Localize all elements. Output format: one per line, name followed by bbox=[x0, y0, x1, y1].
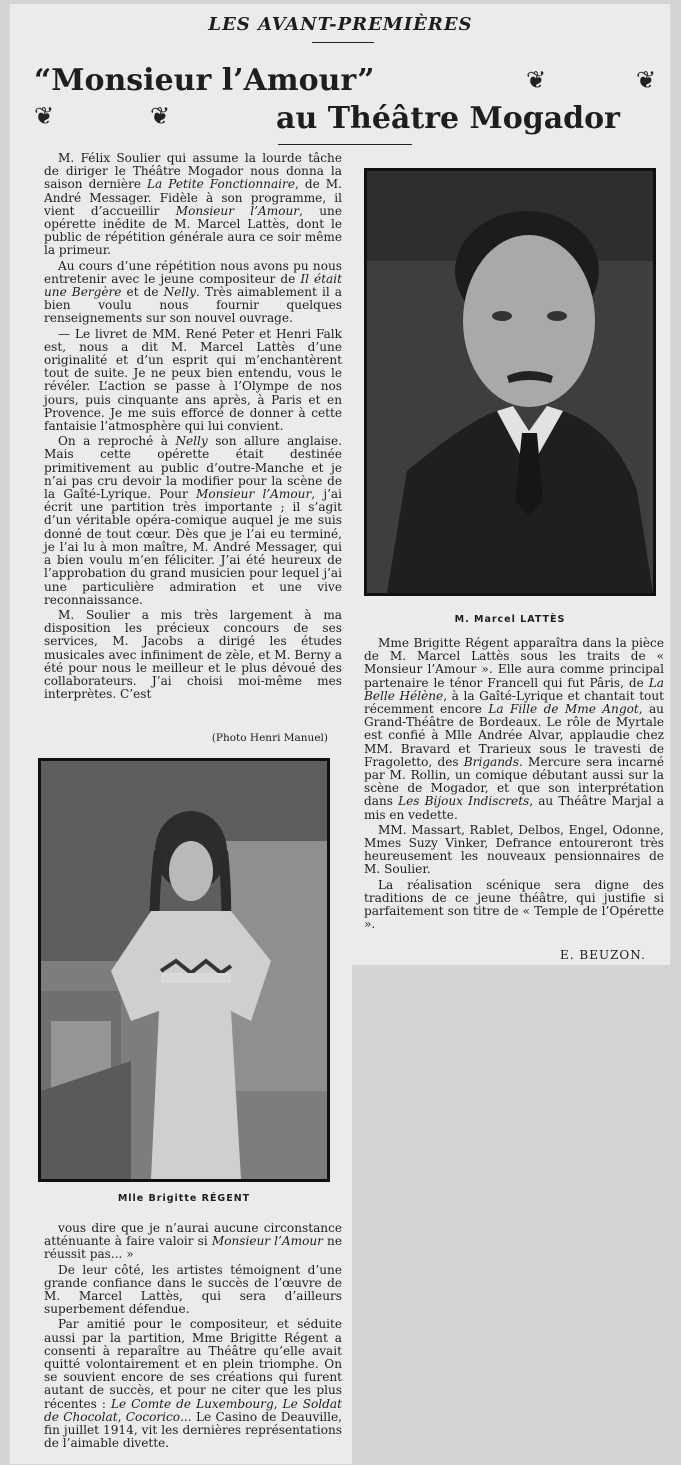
headline-line2: au Théâtre Mogador bbox=[276, 101, 620, 136]
page-background bbox=[352, 965, 681, 1465]
portrait-image bbox=[41, 761, 327, 1179]
photo-caption-right: M. Marcel LATTÈS bbox=[454, 614, 566, 625]
italic-title: Monsieur l’Amour bbox=[175, 203, 300, 218]
italic-title: Le Comte de Luxembourg bbox=[110, 1396, 274, 1411]
headline-line1: “Monsieur l’Amour” bbox=[34, 63, 375, 98]
article-column-1-bottom bbox=[44, 1222, 342, 1452]
headline-rule bbox=[278, 144, 412, 145]
italic-title: Le Soldat de Chocolat bbox=[44, 1396, 342, 1424]
article-paragraph: — Le livret de MM. René Peter et Henri Falk est, nous a dit M. Marcel Lattès d’une originalité et d’un esprit qui m’enchantèrent tout de suite. Je ne peux bien entendu, vous le révéler. L’action se passe à l’Olympe de nos jours, puis cinquante ans après, à Paris et en Provence. Je me suis efforcé de donner à cette fantaisie l’atmosphère qui lui convient. bbox=[44, 326, 342, 434]
italic-title: Nelly bbox=[175, 434, 208, 449]
article-paragraph: La réalisation scénique sera digne des traditions de ce jeune théâtre, qui justifie si parfaitement son titre de « Temple de l’Opérette ». bbox=[364, 877, 664, 932]
rubric-rule bbox=[312, 42, 374, 43]
article-paragraph: Mme Brigitte Régent apparaîtra dans la pièce de M. Marcel Lattès sous les traits de « Monsieur l’Amour ». Elle aura comme principal partenaire le ténor Francell qui fut Pâris, de La Belle Hélène, à la Gaîté-Lyrique et chantait tout récemment encore La Fille de Mme Angot, au Grand-Théâtre de Bordeaux. Le rôle de Myrtale est confié à Mlle Andrée Alvar, applaudie chez MM. Bravard et Trarieux sous le travesti de Fragoletto, des Brigands. Mercure sera incarné par M. Rollin, un comique débutant aussi sur la scène de Mogador, et que son interprétation dans Les Bijoux Indiscrets, au Théâtre Marjal a mis en vedette. bbox=[364, 636, 665, 822]
italic-title: La Fille de Mme Angot bbox=[488, 702, 639, 717]
leaf-ornament-icon: ❦ bbox=[34, 102, 55, 130]
italic-title: Les Bijoux Indiscrets bbox=[398, 794, 530, 809]
article-paragraph: De leur côté, les artistes témoignent d’une grande confiance dans le succès de l’œuvre de M. Marcel Lattès, qui sera d’ailleurs superbement défendue. bbox=[44, 1262, 342, 1317]
author-signature: E. BEUZON. bbox=[560, 948, 646, 962]
article-column-2 bbox=[364, 637, 664, 933]
article-paragraph: On a reproché à Nelly son allure anglaise. Mais cette opérette était destinée primitivement au public d’outre-Manche et je n’ai pas cru devoir la modifier pour la scène de la Gaîté-Lyrique. Pour Monsieur l’Amour, j’ai écrit une partition très importante ; il s’agit d’un véritable opéra-comique auquel je me suis donné de tout cœur. Dès que je l’ai eu terminé, je l’ai lu à mon maître, M. André Messager, qui a bien voulu m’en féliciter. J’ai été heureux de l’approbation du grand musicien pour lequel j’ai une particulière admiration et une vive reconnaissance. bbox=[44, 434, 342, 607]
section-rubric: LES AVANT-PREMIÈRES bbox=[208, 14, 473, 35]
portrait-image bbox=[367, 171, 653, 593]
article-paragraph: Au cours d’une répétition nous avons pu nous entretenir avec le jeune compositeur de Il était une Bergère et de Nelly. Très aimablement il a bien voulu nous fournir quelques renseignements sur son nouvel ouvrage. bbox=[44, 258, 342, 326]
leaf-ornament-icon: ❦ bbox=[526, 66, 547, 94]
italic-title: La Belle Hélène bbox=[364, 675, 664, 703]
italic-title: Nelly bbox=[163, 285, 196, 300]
leaf-ornament-icon: ❦ bbox=[150, 102, 171, 130]
photo-caption-left: Mlle Brigitte RÉGENT bbox=[117, 1193, 251, 1204]
article-column-1-top bbox=[44, 152, 342, 703]
portrait-photo-brigitte-regent bbox=[38, 758, 330, 1182]
italic-title: La Petite Fonctionnaire bbox=[147, 177, 295, 192]
article-paragraph: M. Soulier a mis très largement à ma disposition les précieux concours de ses services, M. Jacobs a dirigé les études musicales avec infiniment de zèle, et M. Berny a été pour nous le meilleur et le plus dévoué des collaborateurs. J’ai choisi moi-même mes interprètes. C’est bbox=[44, 607, 342, 702]
article-paragraph: MM. Massart, Rablet, Delbos, Engel, Odonne, Mmes Suzy Vinker, Defrance entoureront très heureusement les nouveaux pensionnaires de M. Soulier. bbox=[364, 822, 664, 877]
italic-title: Monsieur l’Amour bbox=[195, 487, 312, 502]
article-paragraph: M. Félix Soulier qui assume la lourde tâche de diriger le Théâtre Mogador nous donna la saison dernière La Petite Fonctionnaire, de M. André Messager. Fidèle à son programme, il vient d’accueillir Monsieur l’Amour, une opérette inédite de M. Marcel Lattès, dont le public de répétition générale aura ce soir même la primeur. bbox=[44, 151, 342, 258]
italic-title: Brigands bbox=[463, 754, 520, 769]
leaf-ornament-icon: ❦ bbox=[636, 66, 657, 94]
italic-title: Cocorico bbox=[125, 1409, 181, 1424]
article-paragraph: vous dire que je n’aurai aucune circonstance atténuante à faire valoir si Monsieur l’Amour ne réussit pas... » bbox=[44, 1221, 342, 1262]
photo-credit: (Photo Henri Manuel) bbox=[211, 732, 328, 744]
portrait-photo-marcel-lattes bbox=[364, 168, 656, 596]
italic-title: Il était une Bergère bbox=[44, 271, 342, 300]
italic-title: Monsieur l’Amour bbox=[211, 1234, 323, 1249]
article-paragraph: Par amitié pour le compositeur, et séduite aussi par la partition, Mme Brigitte Régent a consenti à reparaître au Théâtre qu’elle avait quitté volontairement et en plein triomphe. On se souvient encore de ses créations qui furent autant de succès, et pour ne citer que les plus récentes : Le Comte de Luxembourg, Le Soldat de Chocolat, Cocorico... Le Casino de Deauville, fin juillet 1914, vit les dernières représentations de l’aimable divette. bbox=[44, 1317, 342, 1451]
